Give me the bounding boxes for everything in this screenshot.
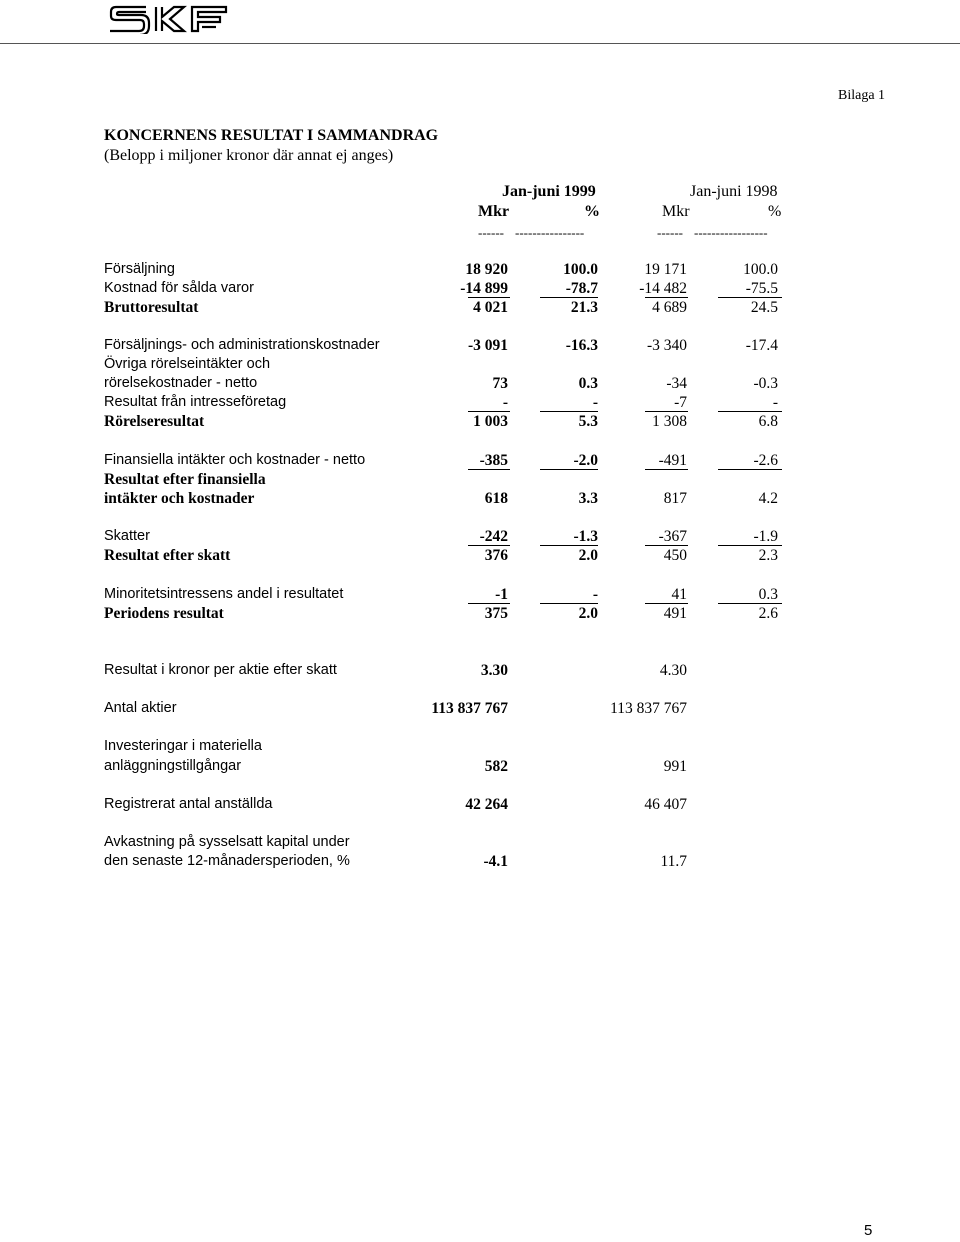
- value-pct-1998: -1.9: [753, 528, 778, 545]
- table-row: [0, 261, 960, 280]
- value-mkr-1999: 618: [484, 490, 508, 507]
- value-1998: 991: [663, 758, 687, 775]
- value-mkr-1999: 4 021: [473, 299, 508, 316]
- value-pct-1999: -1.3: [573, 528, 598, 545]
- table-row: [0, 738, 960, 757]
- row-label: Avkastning på sysselsatt kapital under: [104, 834, 350, 850]
- table-row: [0, 471, 960, 490]
- value-pct-1999: -78.7: [565, 280, 598, 297]
- value-1999: 582: [484, 758, 508, 775]
- underline: [540, 297, 598, 298]
- row-label: Resultat efter skatt: [104, 547, 231, 564]
- value-pct-1998: 6.8: [758, 413, 778, 430]
- value-1998: 46 407: [644, 796, 687, 813]
- table-row: [0, 375, 960, 394]
- row-label: Finansiella intäkter och kostnader - netto: [104, 452, 366, 468]
- value-pct-1998: -2.6: [753, 452, 778, 469]
- row-label: Resultat i kronor per aktie efter skatt: [104, 662, 337, 678]
- value-pct-1999: -: [592, 394, 598, 411]
- value-mkr-1999: -242: [479, 528, 508, 545]
- appendix-label: Bilaga 1: [838, 88, 886, 103]
- value-mkr-1999: 1 003: [473, 413, 508, 430]
- row-label: Antal aktier: [104, 700, 177, 716]
- value-1999: 42 264: [465, 796, 508, 813]
- table-row: [0, 356, 960, 375]
- table-row: [0, 662, 960, 681]
- value-mkr-1999: 18 920: [465, 261, 508, 278]
- header-dashes-pct-1999: ----------------: [515, 225, 585, 240]
- table-row: [0, 796, 960, 815]
- value-mkr-1999: -1: [495, 586, 508, 603]
- value-pct-1999: -2.0: [573, 452, 598, 469]
- row-label: Skatter: [104, 528, 150, 544]
- underline: [540, 469, 598, 470]
- row-label: anläggningstillgångar: [104, 758, 242, 774]
- row-label: intäkter och kostnader: [104, 490, 255, 507]
- row-label: Investeringar i materiella: [104, 738, 262, 754]
- value-pct-1998: 100.0: [743, 261, 778, 278]
- value-mkr-1999: 73: [492, 375, 508, 392]
- column-header-1999: Jan-juni 1999: [502, 183, 596, 200]
- header-dashes-mkr-1998: ------: [657, 225, 683, 240]
- row-label: rörelsekostnader - netto: [104, 375, 258, 391]
- value-pct-1999: 3.3: [578, 490, 598, 507]
- column-mkr-1999: Mkr: [478, 203, 510, 220]
- value-pct-1999: -16.3: [565, 337, 598, 354]
- row-label: Minoritetsintressens andel i resultatet: [104, 586, 344, 602]
- underline: [645, 297, 688, 298]
- value-mkr-1999: 375: [484, 605, 508, 622]
- table-row: [0, 834, 960, 853]
- row-label: Försäljning: [104, 261, 175, 277]
- value-1999: -4.1: [483, 853, 508, 870]
- header-dashes-pct-1998: -----------------: [694, 225, 768, 240]
- row-label: Försäljnings- och administrationskostnader: [104, 337, 380, 353]
- value-pct-1999: 2.0: [578, 547, 598, 564]
- column-header-1998: Jan-juni 1998: [690, 183, 778, 200]
- value-mkr-1998: 450: [663, 547, 687, 564]
- value-pct-1998: -17.4: [745, 337, 778, 354]
- underline: [645, 469, 688, 470]
- underline: [645, 603, 688, 604]
- value-pct-1999: 0.3: [578, 375, 598, 392]
- underline: [468, 603, 510, 604]
- row-label: den senaste 12-månadersperioden, %: [104, 853, 350, 869]
- value-pct-1998: 24.5: [750, 299, 778, 316]
- table-row: [0, 605, 960, 624]
- value-1999: 113 837 767: [431, 700, 508, 717]
- report-title: KONCERNENS RESULTAT I SAMMANDRAG: [104, 127, 439, 144]
- value-mkr-1998: 1 308: [652, 413, 687, 430]
- underline: [718, 297, 782, 298]
- value-pct-1998: 0.3: [758, 586, 778, 603]
- underline: [540, 545, 598, 546]
- header-dashes-mkr-1999: ------: [478, 225, 504, 240]
- value-mkr-1998: -14 482: [639, 280, 687, 297]
- column-mkr-1998: Mkr: [662, 203, 690, 220]
- value-1998: 113 837 767: [610, 700, 687, 717]
- value-1998: 11.7: [660, 853, 687, 870]
- underline: [468, 545, 510, 546]
- value-mkr-1998: -34: [666, 375, 687, 392]
- header-rule: [0, 43, 960, 44]
- table-row: [0, 853, 960, 872]
- value-mkr-1999: -14 899: [460, 280, 508, 297]
- value-pct-1999: 2.0: [578, 605, 598, 622]
- table-row: [0, 547, 960, 566]
- page-number: 5: [864, 1222, 873, 1239]
- row-label: Periodens resultat: [104, 605, 224, 622]
- value-pct-1998: 2.3: [758, 547, 778, 564]
- value-pct-1998: 4.2: [758, 490, 778, 507]
- row-label: Resultat från intresseföretag: [104, 394, 287, 410]
- value-pct-1998: -: [772, 394, 778, 411]
- underline: [645, 545, 688, 546]
- table-row: [0, 413, 960, 432]
- row-label: Registrerat antal anställda: [104, 796, 273, 812]
- report-subtitle: (Belopp i miljoner kronor där annat ej anges): [104, 147, 394, 164]
- value-pct-1998: -0.3: [753, 375, 778, 392]
- table-row: [0, 337, 960, 356]
- row-label: Bruttoresultat: [104, 299, 199, 316]
- value-pct-1999: -: [592, 586, 598, 603]
- row-label: Övriga rörelseintäkter och: [104, 356, 271, 372]
- value-pct-1998: 2.6: [758, 605, 778, 622]
- underline: [645, 411, 688, 412]
- value-mkr-1998: 4 689: [652, 299, 687, 316]
- underline: [468, 411, 510, 412]
- row-label: Rörelseresultat: [104, 413, 205, 430]
- underline: [468, 297, 510, 298]
- value-1998: 4.30: [659, 662, 687, 679]
- table-row: [0, 490, 960, 509]
- value-pct-1999: 21.3: [570, 299, 598, 316]
- table-row: [0, 299, 960, 318]
- value-mkr-1998: 19 171: [644, 261, 687, 278]
- value-pct-1999: 100.0: [563, 261, 598, 278]
- value-mkr-1999: -385: [479, 452, 508, 469]
- column-pct-1998: %: [768, 203, 782, 220]
- value-mkr-1999: -3 091: [467, 337, 508, 354]
- underline: [540, 603, 598, 604]
- underline: [468, 469, 510, 470]
- value-1999: 3.30: [480, 662, 508, 679]
- underline: [540, 411, 598, 412]
- value-mkr-1998: 817: [663, 490, 687, 507]
- table-row: [0, 280, 960, 299]
- underline: [718, 545, 782, 546]
- table-row: [0, 586, 960, 605]
- value-mkr-1998: 491: [663, 605, 687, 622]
- underline: [718, 469, 782, 470]
- table-row: [0, 758, 960, 777]
- value-mkr-1999: -: [502, 394, 508, 411]
- table-row: [0, 700, 960, 719]
- column-pct-1999: %: [584, 203, 600, 220]
- row-label: Kostnad för sålda varor: [104, 280, 254, 296]
- value-mkr-1998: -491: [658, 452, 687, 469]
- value-mkr-1999: 376: [484, 547, 508, 564]
- table-row: [0, 452, 960, 471]
- underline: [718, 603, 782, 604]
- skf-logo: [108, 4, 244, 34]
- row-label: Resultat efter finansiella: [104, 471, 266, 488]
- value-mkr-1998: -3 340: [646, 337, 687, 354]
- table-row: [0, 528, 960, 547]
- value-mkr-1998: 41: [671, 586, 687, 603]
- value-pct-1999: 5.3: [578, 413, 598, 430]
- value-pct-1998: -75.5: [745, 280, 778, 297]
- value-mkr-1998: -367: [658, 528, 687, 545]
- table-row: [0, 394, 960, 413]
- value-mkr-1998: -7: [674, 394, 687, 411]
- underline: [718, 411, 782, 412]
